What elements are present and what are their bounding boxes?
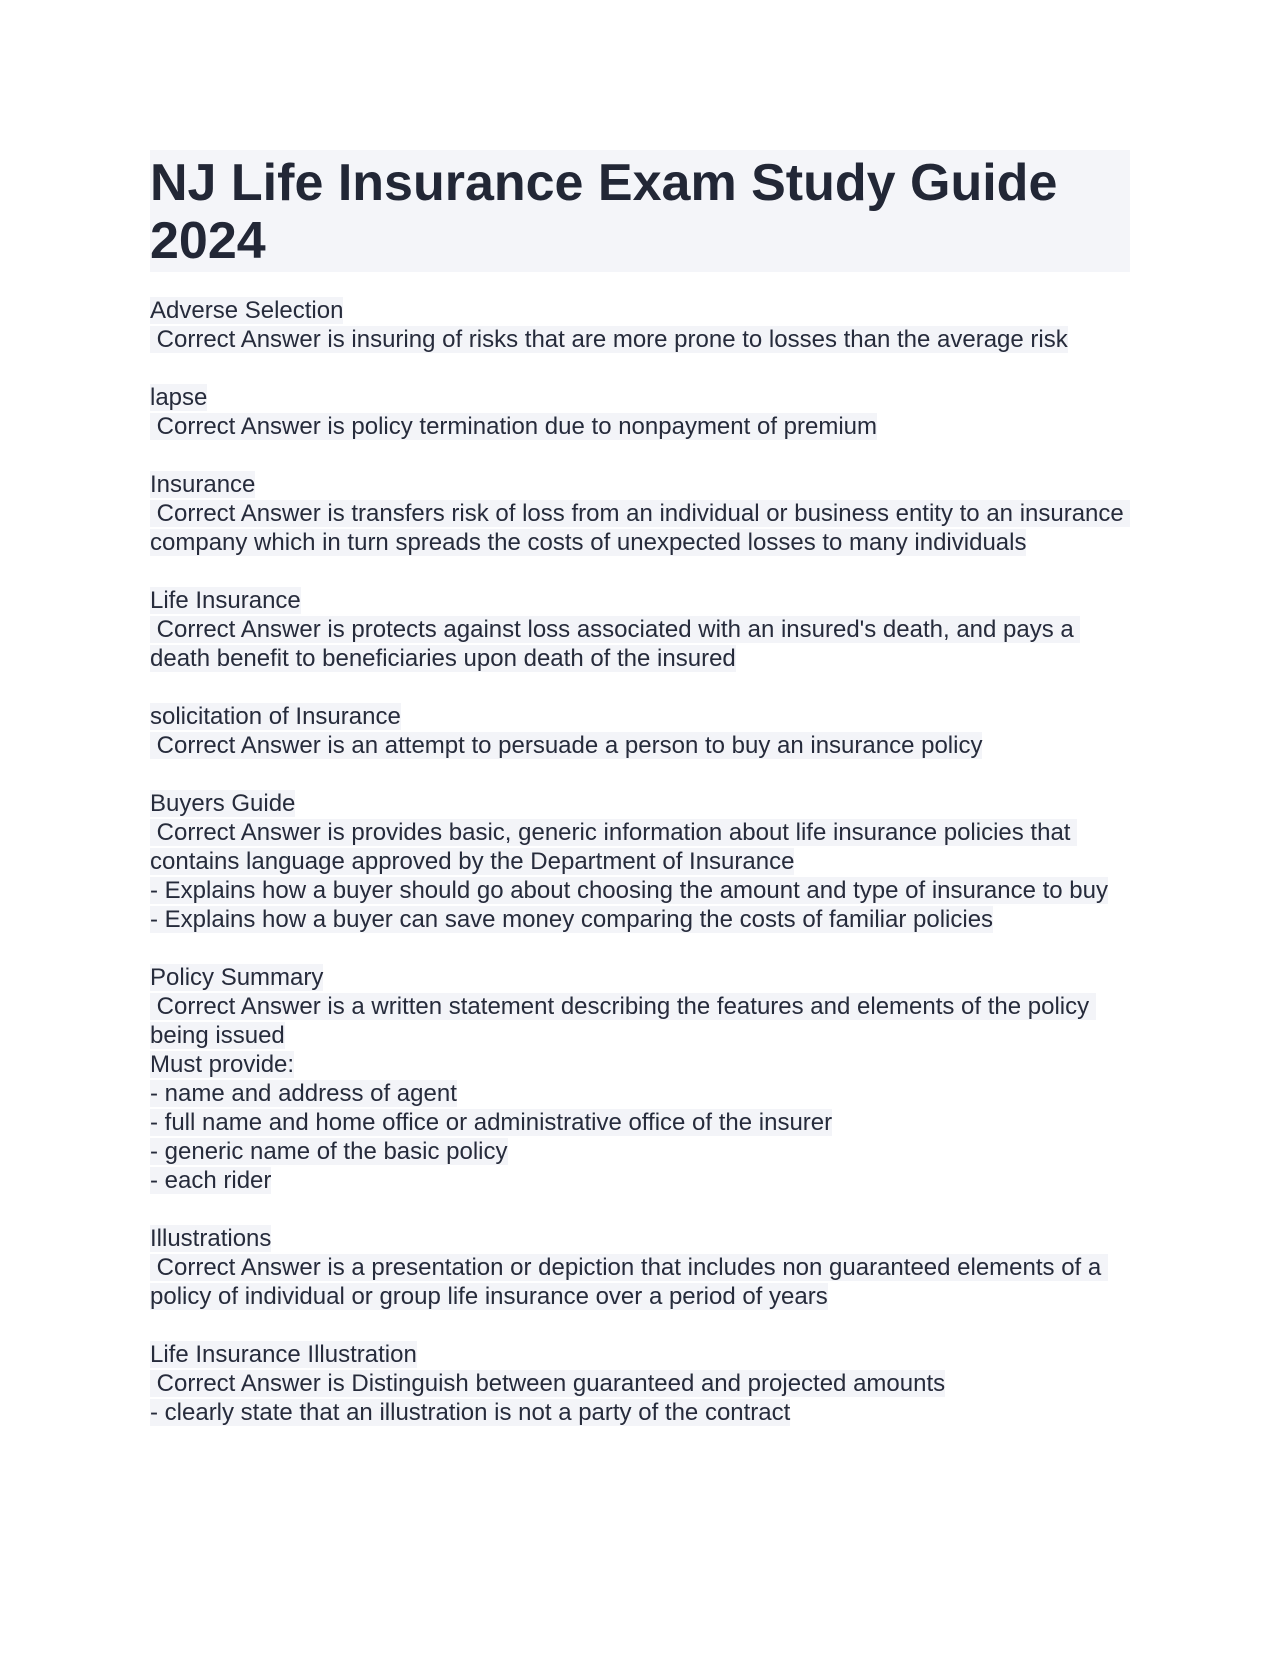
study-entry bbox=[150, 470, 1130, 557]
study-entry bbox=[150, 1224, 1130, 1311]
document-page bbox=[150, 150, 1130, 1456]
entry-term: Life Insurance bbox=[150, 587, 301, 614]
entry-term: Buyers Guide bbox=[150, 790, 296, 817]
entry-term-line bbox=[150, 296, 1130, 325]
entry-detail-line bbox=[150, 905, 1130, 934]
entry-detail: - Explains how a buyer can save money comparing the costs of familiar policies bbox=[150, 906, 994, 933]
entry-detail-line bbox=[150, 1166, 1130, 1195]
entry-term-line bbox=[150, 1340, 1130, 1369]
entry-answer: Correct Answer is policy termination due to nonpayment of premium bbox=[150, 413, 877, 440]
entry-detail-line bbox=[150, 1398, 1130, 1427]
entry-detail: Must provide: bbox=[150, 1051, 295, 1078]
entry-answer: Correct Answer is provides basic, generic information about life insurance policies that contains language approved by the Department of Insurance bbox=[150, 819, 1078, 875]
study-entry bbox=[150, 296, 1130, 354]
entry-term: Insurance bbox=[150, 471, 256, 498]
entry-answer: Correct Answer is a presentation or depiction that includes non guaranteed elements of a policy of individual or group life insurance over a period of years bbox=[150, 1254, 1108, 1310]
entry-term: Life Insurance Illustration bbox=[150, 1341, 417, 1368]
entry-detail: - clearly state that an illustration is not a party of the contract bbox=[150, 1399, 791, 1426]
entry-detail: - each rider bbox=[150, 1167, 272, 1194]
study-entry bbox=[150, 963, 1130, 1195]
entry-detail: - full name and home office or administrative office of the insurer bbox=[150, 1109, 833, 1136]
entry-answer: Correct Answer is an attempt to persuade a person to buy an insurance policy bbox=[150, 732, 983, 759]
entry-detail: - Explains how a buyer should go about choosing the amount and type of insurance to buy bbox=[150, 877, 1108, 904]
entry-term-line bbox=[150, 383, 1130, 412]
entry-detail-line bbox=[150, 1108, 1130, 1137]
entry-detail: - name and address of agent bbox=[150, 1080, 457, 1107]
entry-answer-line bbox=[150, 499, 1130, 557]
entry-term-line bbox=[150, 470, 1130, 499]
entry-term: solicitation of Insurance bbox=[150, 703, 401, 730]
entry-detail-line bbox=[150, 1079, 1130, 1108]
entry-answer-line bbox=[150, 992, 1130, 1050]
entry-term-line bbox=[150, 702, 1130, 731]
entry-detail-line bbox=[150, 876, 1130, 905]
entry-term-line bbox=[150, 1224, 1130, 1253]
entry-answer: Correct Answer is Distinguish between guaranteed and projected amounts bbox=[150, 1370, 946, 1397]
entry-answer-line bbox=[150, 818, 1130, 876]
entry-term: Illustrations bbox=[150, 1225, 272, 1252]
title-block bbox=[150, 150, 1130, 272]
entry-detail: - generic name of the basic policy bbox=[150, 1138, 508, 1165]
document-title: NJ Life Insurance Exam Study Guide 2024 bbox=[150, 154, 1058, 270]
entry-term-line bbox=[150, 963, 1130, 992]
study-entries bbox=[150, 296, 1130, 1427]
study-entry bbox=[150, 586, 1130, 673]
entry-term: Policy Summary bbox=[150, 964, 324, 991]
entry-detail-line bbox=[150, 1050, 1130, 1079]
entry-answer: Correct Answer is protects against loss associated with an insured's death, and pays a death benefit to beneficiaries upon death of the insured bbox=[150, 616, 1081, 672]
entry-answer-line bbox=[150, 615, 1130, 673]
entry-answer: Correct Answer is transfers risk of loss from an individual or business entity to an insurance company which in turn spreads the costs of unexpected losses to many individuals bbox=[150, 500, 1131, 556]
study-entry bbox=[150, 1340, 1130, 1427]
entry-detail-line bbox=[150, 1137, 1130, 1166]
entry-answer-line bbox=[150, 412, 1130, 441]
entry-term: lapse bbox=[150, 384, 208, 411]
entry-term: Adverse Selection bbox=[150, 297, 344, 324]
study-entry bbox=[150, 702, 1130, 760]
study-entry bbox=[150, 383, 1130, 441]
entry-term-line bbox=[150, 789, 1130, 818]
entry-answer: Correct Answer is a written statement describing the features and elements of the policy being issued bbox=[150, 993, 1096, 1049]
entry-term-line bbox=[150, 586, 1130, 615]
entry-answer-line bbox=[150, 325, 1130, 354]
entry-answer-line bbox=[150, 1369, 1130, 1398]
entry-answer-line bbox=[150, 731, 1130, 760]
entry-answer: Correct Answer is insuring of risks that are more prone to losses than the average risk bbox=[150, 326, 1068, 353]
entry-answer-line bbox=[150, 1253, 1130, 1311]
study-entry bbox=[150, 789, 1130, 934]
